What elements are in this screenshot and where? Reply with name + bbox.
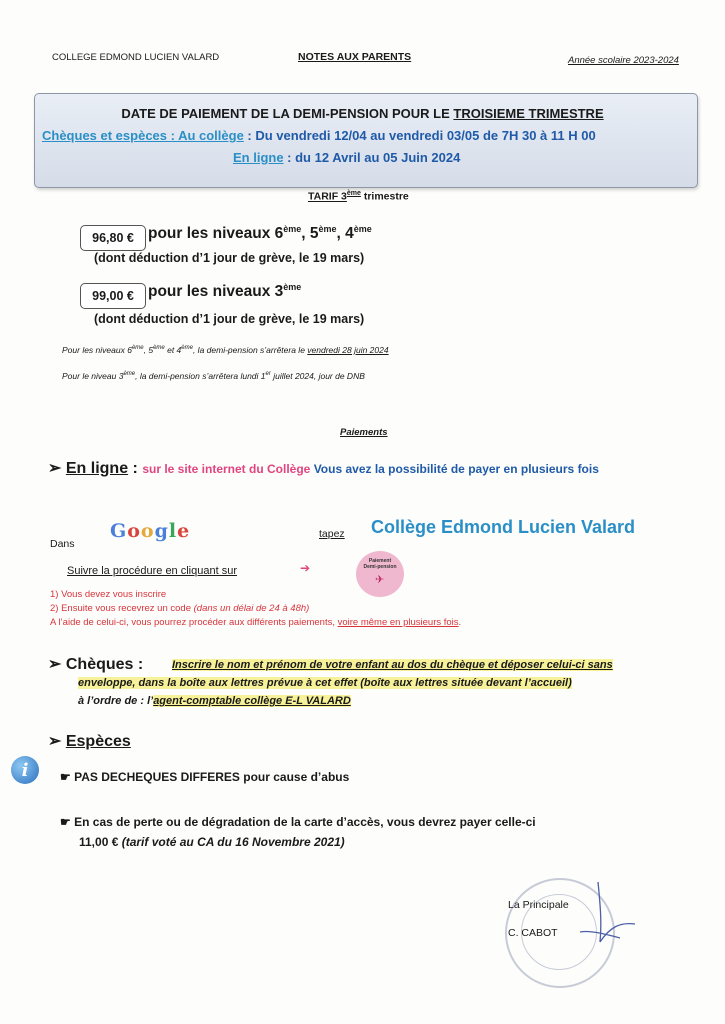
step-2: 2) Ensuite vous recevrez un code (dans un délai de 24 à 48h) [50, 603, 310, 614]
icon-label-1: Paiement [368, 558, 392, 564]
signatory-name: C. CABOT [508, 927, 558, 939]
online-section-heading: ➢ En ligne : sur le site internet du Collège Vous avez la possibilité de payer en plusieurs fois [48, 460, 599, 477]
paiements-title: Paiements [340, 427, 388, 438]
box-online-line: En ligne : du 12 Avril au 05 Juin 2024 [233, 150, 461, 165]
end-date-6-5-4: Pour les niveaux 6ème, 5ème et 4ème, la demi-pension s’arrêtera le vendredi 28 juin 2024 [62, 345, 389, 355]
icon-label-2: Demi-pension [363, 564, 397, 570]
especes-bullet-1: ☛ PAS DECHEQUES DIFFERES pour cause d’abus [60, 770, 350, 784]
price-box-3: 99,00 € [80, 283, 146, 309]
cheques-line-2: enveloppe, dans la boîte aux lettres prévue à cet effet (boîte aux lettres située devant l’accueil) [78, 677, 572, 689]
dans-label: Dans [50, 538, 75, 550]
college-search-term: Collège Edmond Lucien Valard [371, 517, 636, 537]
doc-title: NOTES AUX PARENTS [298, 51, 412, 63]
especes-bullet-2-line-1: ☛ En cas de perte ou de dégradation de la carte d’accès, vous devrez payer celle-ci [60, 815, 536, 829]
arrow-bullet-icon: ➢ [48, 733, 62, 750]
end-date-3: Pour le niveau 3ème, la demi-pension s’arrêtera lundi 1er juillet 2024, jour de DNB [62, 371, 365, 381]
pointing-hand-icon: ☛ [60, 815, 71, 829]
arrow-bullet-icon: ➢ [48, 656, 62, 673]
school-year: Année scolaire 2023-2024 [568, 55, 679, 66]
cheques-heading: ➢ Chèques : [48, 656, 144, 673]
tapez-label: tapez [319, 528, 345, 540]
box-cheques-line: Chèques et espèces : Au collège : Du vendredi 12/04 au vendredi 03/05 de 7H 30 à 11 H 00 [42, 128, 596, 143]
pointing-hand-icon: ☛ [60, 770, 71, 784]
right-arrow-icon: ➔ [300, 561, 311, 575]
price-box-6-5-4: 96,80 € [80, 225, 146, 251]
info-icon: i [11, 756, 39, 784]
especes-heading: ➢ Espèces [48, 733, 131, 750]
especes-bullet-2-line-2: 11,00 € (tarif voté au CA du 16 Novembre 2021) [79, 835, 345, 849]
arrow-bullet-icon: ➢ [48, 460, 62, 477]
bird-icon: ✈ [375, 574, 385, 586]
strike-note-1: (dont déduction d’1 jour de grève, le 19 mars) [94, 251, 365, 265]
step-3: A l’aide de celui-ci, vous pourrez procéder aux différents paiements, voire même en plusieurs fois. [50, 617, 462, 628]
box-title: DATE DE PAIEMENT DE LA DEMI-PENSION POUR LE TROISIEME TRIMESTRE [121, 106, 604, 121]
tarif-title: TARIF 3ème trimestre [308, 190, 409, 203]
school-name: COLLEGE EDMOND LUCIEN VALARD [52, 52, 220, 63]
handwritten-signature [560, 872, 650, 962]
payment-link-icon[interactable] [356, 551, 404, 597]
levels-3: pour les niveaux 3ème [148, 282, 302, 301]
procedure-instruction: Suivre la procédure en cliquant sur [67, 565, 237, 577]
strike-note-2: (dont déduction d’1 jour de grève, le 19 mars) [94, 312, 365, 326]
cheques-line-1: Inscrire le nom et prénom de votre enfant au dos du chèque et déposer celui-ci sans [172, 659, 613, 671]
cheques-line-3: à l’ordre de : l’agent-comptable collège E-L VALARD [78, 695, 351, 707]
step-1: 1) Vous devez vous inscrire [50, 589, 167, 600]
google-logo: Google [110, 520, 191, 542]
levels-6-5-4: pour les niveaux 6ème, 5ème, 4ème [148, 224, 372, 243]
signatory-role: La Principale [508, 899, 569, 911]
